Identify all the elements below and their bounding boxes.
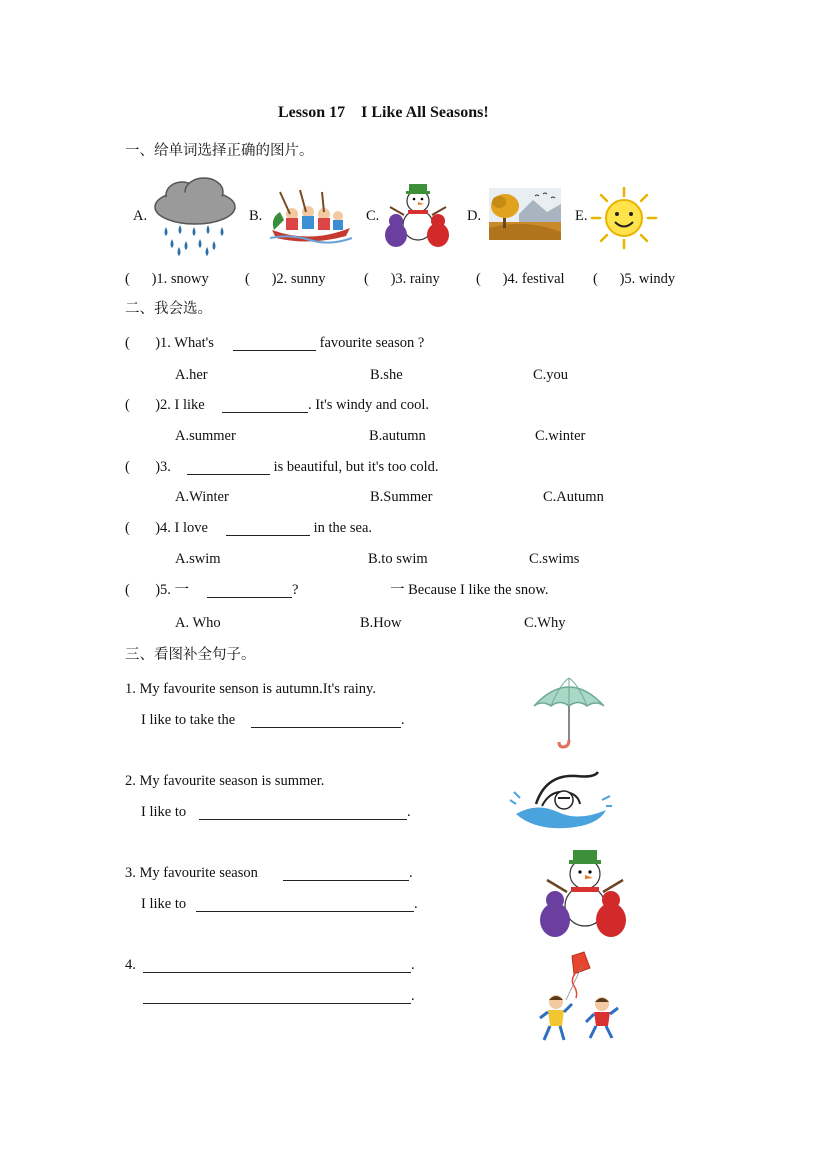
q3-blank[interactable] <box>187 474 270 475</box>
picture-label-a: A. <box>133 208 148 224</box>
s4-period-1: . <box>411 957 415 973</box>
picture-label-e: E. <box>575 208 588 224</box>
s2-prompt: I like to <box>141 804 187 820</box>
s3-sentence: 3. My favourite season <box>125 865 258 881</box>
q3-stem: ( )3. <box>125 459 171 475</box>
q5-blank[interactable] <box>207 597 292 598</box>
umbrella-icon <box>530 672 608 750</box>
q3-option-c: C.Autumn <box>543 489 604 505</box>
q1-blank[interactable] <box>233 350 316 351</box>
snowman-kids-icon-2 <box>535 842 631 940</box>
q5-option-a: A. Who <box>175 615 221 631</box>
match-item-3: ( )3. rainy <box>364 271 440 287</box>
page-title: Lesson 17 I Like All Seasons! <box>278 104 489 121</box>
s4-number: 4. <box>125 957 136 973</box>
q2-option-b: B.autumn <box>369 428 426 444</box>
s3-blank-1[interactable] <box>283 880 409 881</box>
s4-period-2: . <box>411 988 415 1004</box>
s1-sentence: 1. My favourite senson is autumn.It's rainy. <box>125 681 376 697</box>
q2-after: . It's windy and cool. <box>308 397 430 413</box>
q5-answer: 一 Because I like the snow. <box>390 582 549 598</box>
q5-option-b: B.How <box>360 615 402 631</box>
q1-option-b: B.she <box>370 367 403 383</box>
picture-label-d: D. <box>467 208 482 224</box>
match-item-4: ( )4. festival <box>476 271 565 287</box>
swimmer-icon <box>506 760 616 832</box>
match-item-1: ( )1. snowy <box>125 271 209 287</box>
s3-period-1: . <box>409 865 413 881</box>
match-item-2: ( )2. sunny <box>245 271 326 287</box>
q2-stem: ( )2. I like <box>125 397 205 413</box>
q4-option-c: C.swims <box>529 551 580 567</box>
s2-period: . <box>407 804 411 820</box>
q4-option-b: B.to swim <box>368 551 428 567</box>
match-item-5: ( )5. windy <box>593 271 676 287</box>
s2-sentence: 2. My favourite season is summer. <box>125 773 325 789</box>
q4-stem: ( )4. I love <box>125 520 208 536</box>
q5-question-mark: ? <box>292 582 299 598</box>
s4-blank-1[interactable] <box>143 972 411 973</box>
q1-after: favourite season ? <box>316 335 425 351</box>
picture-label-c: C. <box>366 208 380 224</box>
s2-blank[interactable] <box>199 819 407 820</box>
s1-prompt: I like to take the <box>141 712 236 728</box>
kite-kids-icon <box>536 950 628 1048</box>
s3-period-2: . <box>414 896 418 912</box>
q4-blank[interactable] <box>226 535 310 536</box>
picture-label-b: B. <box>249 208 263 224</box>
rain-cloud-icon <box>152 175 238 257</box>
autumn-landscape-icon <box>489 188 561 240</box>
q2-blank[interactable] <box>222 412 308 413</box>
q2-option-c: C.winter <box>535 428 586 444</box>
sun-icon <box>590 186 658 250</box>
dragon-boat-icon <box>270 188 352 244</box>
q3-option-a: A.Winter <box>175 489 229 505</box>
q1-stem: ( )1. What's <box>125 335 214 351</box>
q5-stem: ( )5. 一 <box>125 582 190 598</box>
s3-prompt: I like to <box>141 896 187 912</box>
q3-after: is beautiful, but it's too cold. <box>270 459 439 475</box>
s3-blank-2[interactable] <box>196 911 414 912</box>
section-2-heading: 二、我会选。 <box>125 301 212 317</box>
section-3-heading: 三、看图补全句子。 <box>125 647 256 663</box>
q5-option-c: C.Why <box>524 615 566 631</box>
snowman-kids-icon <box>382 177 452 249</box>
s4-blank-2[interactable] <box>143 1003 411 1004</box>
s1-period: . <box>401 712 405 728</box>
s1-blank[interactable] <box>251 727 401 728</box>
q2-option-a: A.summer <box>175 428 236 444</box>
q1-option-a: A.her <box>175 367 208 383</box>
q1-option-c: C.you <box>533 367 569 383</box>
q4-option-a: A.swim <box>175 551 221 567</box>
q3-option-b: B.Summer <box>370 489 433 505</box>
q4-after: in the sea. <box>310 520 373 536</box>
section-1-heading: 一、给单词选择正确的图片。 <box>125 143 314 159</box>
